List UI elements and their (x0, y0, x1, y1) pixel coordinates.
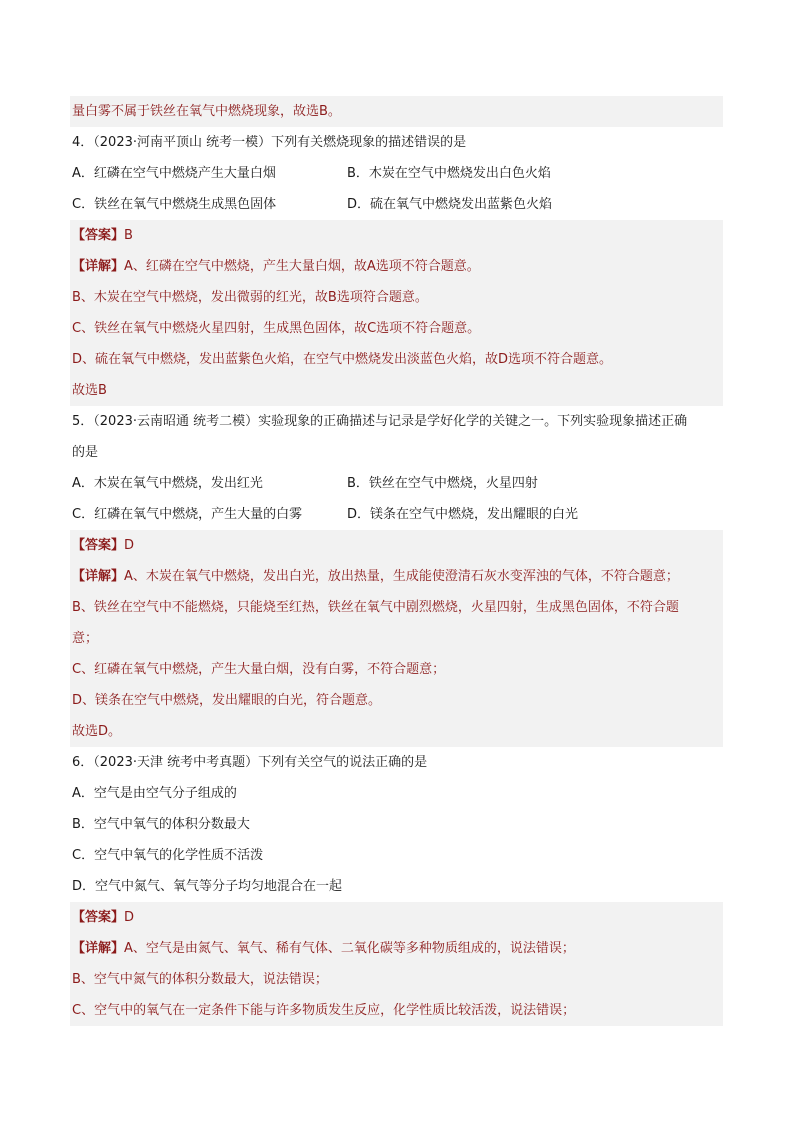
question-4-options-row-2 (70, 189, 723, 220)
question-5-conclusion: 故选D。 (72, 724, 122, 739)
question-5-detail-a (70, 561, 723, 592)
answer-value: B (124, 228, 133, 243)
answer-value: D (124, 910, 135, 925)
question-4-option-d: D．硫在氧气中燃烧发出蓝紫色火焰 (347, 197, 553, 212)
question-4-detail-a (70, 251, 723, 282)
question-4-solution-block (70, 220, 723, 406)
answer-tag: 【答案】 (72, 228, 125, 243)
answer-tag: 【答案】 (72, 538, 125, 553)
detail-tag: 【详解】 (72, 569, 125, 584)
question-4-detail-b: B、木炭在空气中燃烧，发出微弱的红光，故B选项符合题意。 (72, 290, 428, 305)
question-5-detail-c: C、红磷在氧气中燃烧，产生大量白烟，没有白雾，不符合题意； (72, 662, 446, 677)
question-4-option-a: A．红磷在空气中燃烧产生大量白烟 (72, 166, 276, 181)
question-4-detail-d: D、硫在氧气中燃烧，发出蓝紫色火焰，在空气中燃烧发出淡蓝色火焰，故D选项不符合题意。 (72, 352, 613, 367)
question-5-answer (70, 530, 723, 561)
question-5-option-a: A．木炭在氧气中燃烧，发出红光 (72, 476, 263, 491)
answer-tag: 【答案】 (72, 910, 125, 925)
question-5-detail-b-line-1: B、铁丝在空气中不能燃烧，只能烧至红热，铁丝在氧气中剧烈燃烧，火星四射，生成黑色固体，不符合题 (72, 600, 679, 615)
detail-tag: 【详解】 (72, 941, 125, 956)
detail-text: A、木炭在氧气中燃烧，发出白光，放出热量，生成能使澄清石灰水变浑浊的气体，不符合题意； (124, 569, 679, 584)
detail-text: A、空气是由氮气、氧气、稀有气体、二氧化碳等多种物质组成的，说法错误； (124, 941, 575, 956)
question-5-stem-line-2: 的是 (72, 445, 99, 460)
detail-tag: 【详解】 (72, 259, 125, 274)
question-6-detail-c: C、空气中的氧气在一定条件下能与许多物质发生反应，化学性质比较活泼，说法错误； (72, 1003, 576, 1018)
question-6-detail-a (70, 933, 723, 964)
question-6-detail-b: B、空气中氮气的体积分数最大，说法错误； (72, 972, 328, 987)
document-page (70, 96, 723, 1026)
question-4-answer (70, 220, 723, 251)
question-5-detail-b-line-2: 意； (72, 631, 99, 646)
question-4-conclusion: 故选B (72, 383, 107, 398)
question-5-option-b: B．铁丝在空气中燃烧，火星四射 (347, 476, 538, 491)
question-4-detail-c: C、铁丝在氧气中燃烧火星四射，生成黑色固体，故C选项不符合题意。 (72, 321, 481, 336)
answer-value: D (124, 538, 135, 553)
question-5-solution-block (70, 530, 723, 747)
previous-explanation-tail: 量白雾不属于铁丝在氧气中燃烧现象，故选B。 (70, 96, 723, 127)
question-6-stem: 6．（2023·天津 统考中考真题）下列有关空气的说法正确的是 (72, 755, 428, 770)
question-4-option-b: B．木炭在空气中燃烧发出白色火焰 (347, 166, 551, 181)
question-5-detail-d: D、镁条在空气中燃烧，发出耀眼的白光，符合题意。 (72, 693, 382, 708)
question-6-option-d: D．空气中氮气、氧气等分子均匀地混合在一起 (72, 879, 343, 894)
question-5-options-row-1 (70, 468, 723, 499)
question-4-stem: 4．（2023·河南平顶山 统考一模）下列有关燃烧现象的描述错误的是 (72, 135, 467, 150)
question-4-option-c: C．铁丝在氧气中燃烧生成黑色固体 (72, 197, 277, 212)
question-6-answer (70, 902, 723, 933)
question-6-solution-block (70, 902, 723, 1026)
question-5-options-row-2 (70, 499, 723, 530)
question-6-option-a: A．空气是由空气分子组成的 (72, 786, 237, 801)
question-6-option-c: C．空气中氧气的化学性质不活泼 (72, 848, 264, 863)
question-6-option-b: B．空气中氧气的体积分数最大 (72, 817, 250, 832)
question-4-options-row-1 (70, 158, 723, 189)
detail-text: A、红磷在空气中燃烧，产生大量白烟，故A选项不符合题意。 (124, 259, 480, 274)
question-5-option-c: C．红磷在氧气中燃烧，产生大量的白雾 (72, 507, 303, 522)
question-5-option-d: D．镁条在空气中燃烧，发出耀眼的白光 (347, 507, 579, 522)
question-5-stem-line-1: 5．（2023·云南昭通 统考二模）实验现象的正确描述与记录是学好化学的关键之一。下列实验现象描述正确 (72, 414, 688, 429)
